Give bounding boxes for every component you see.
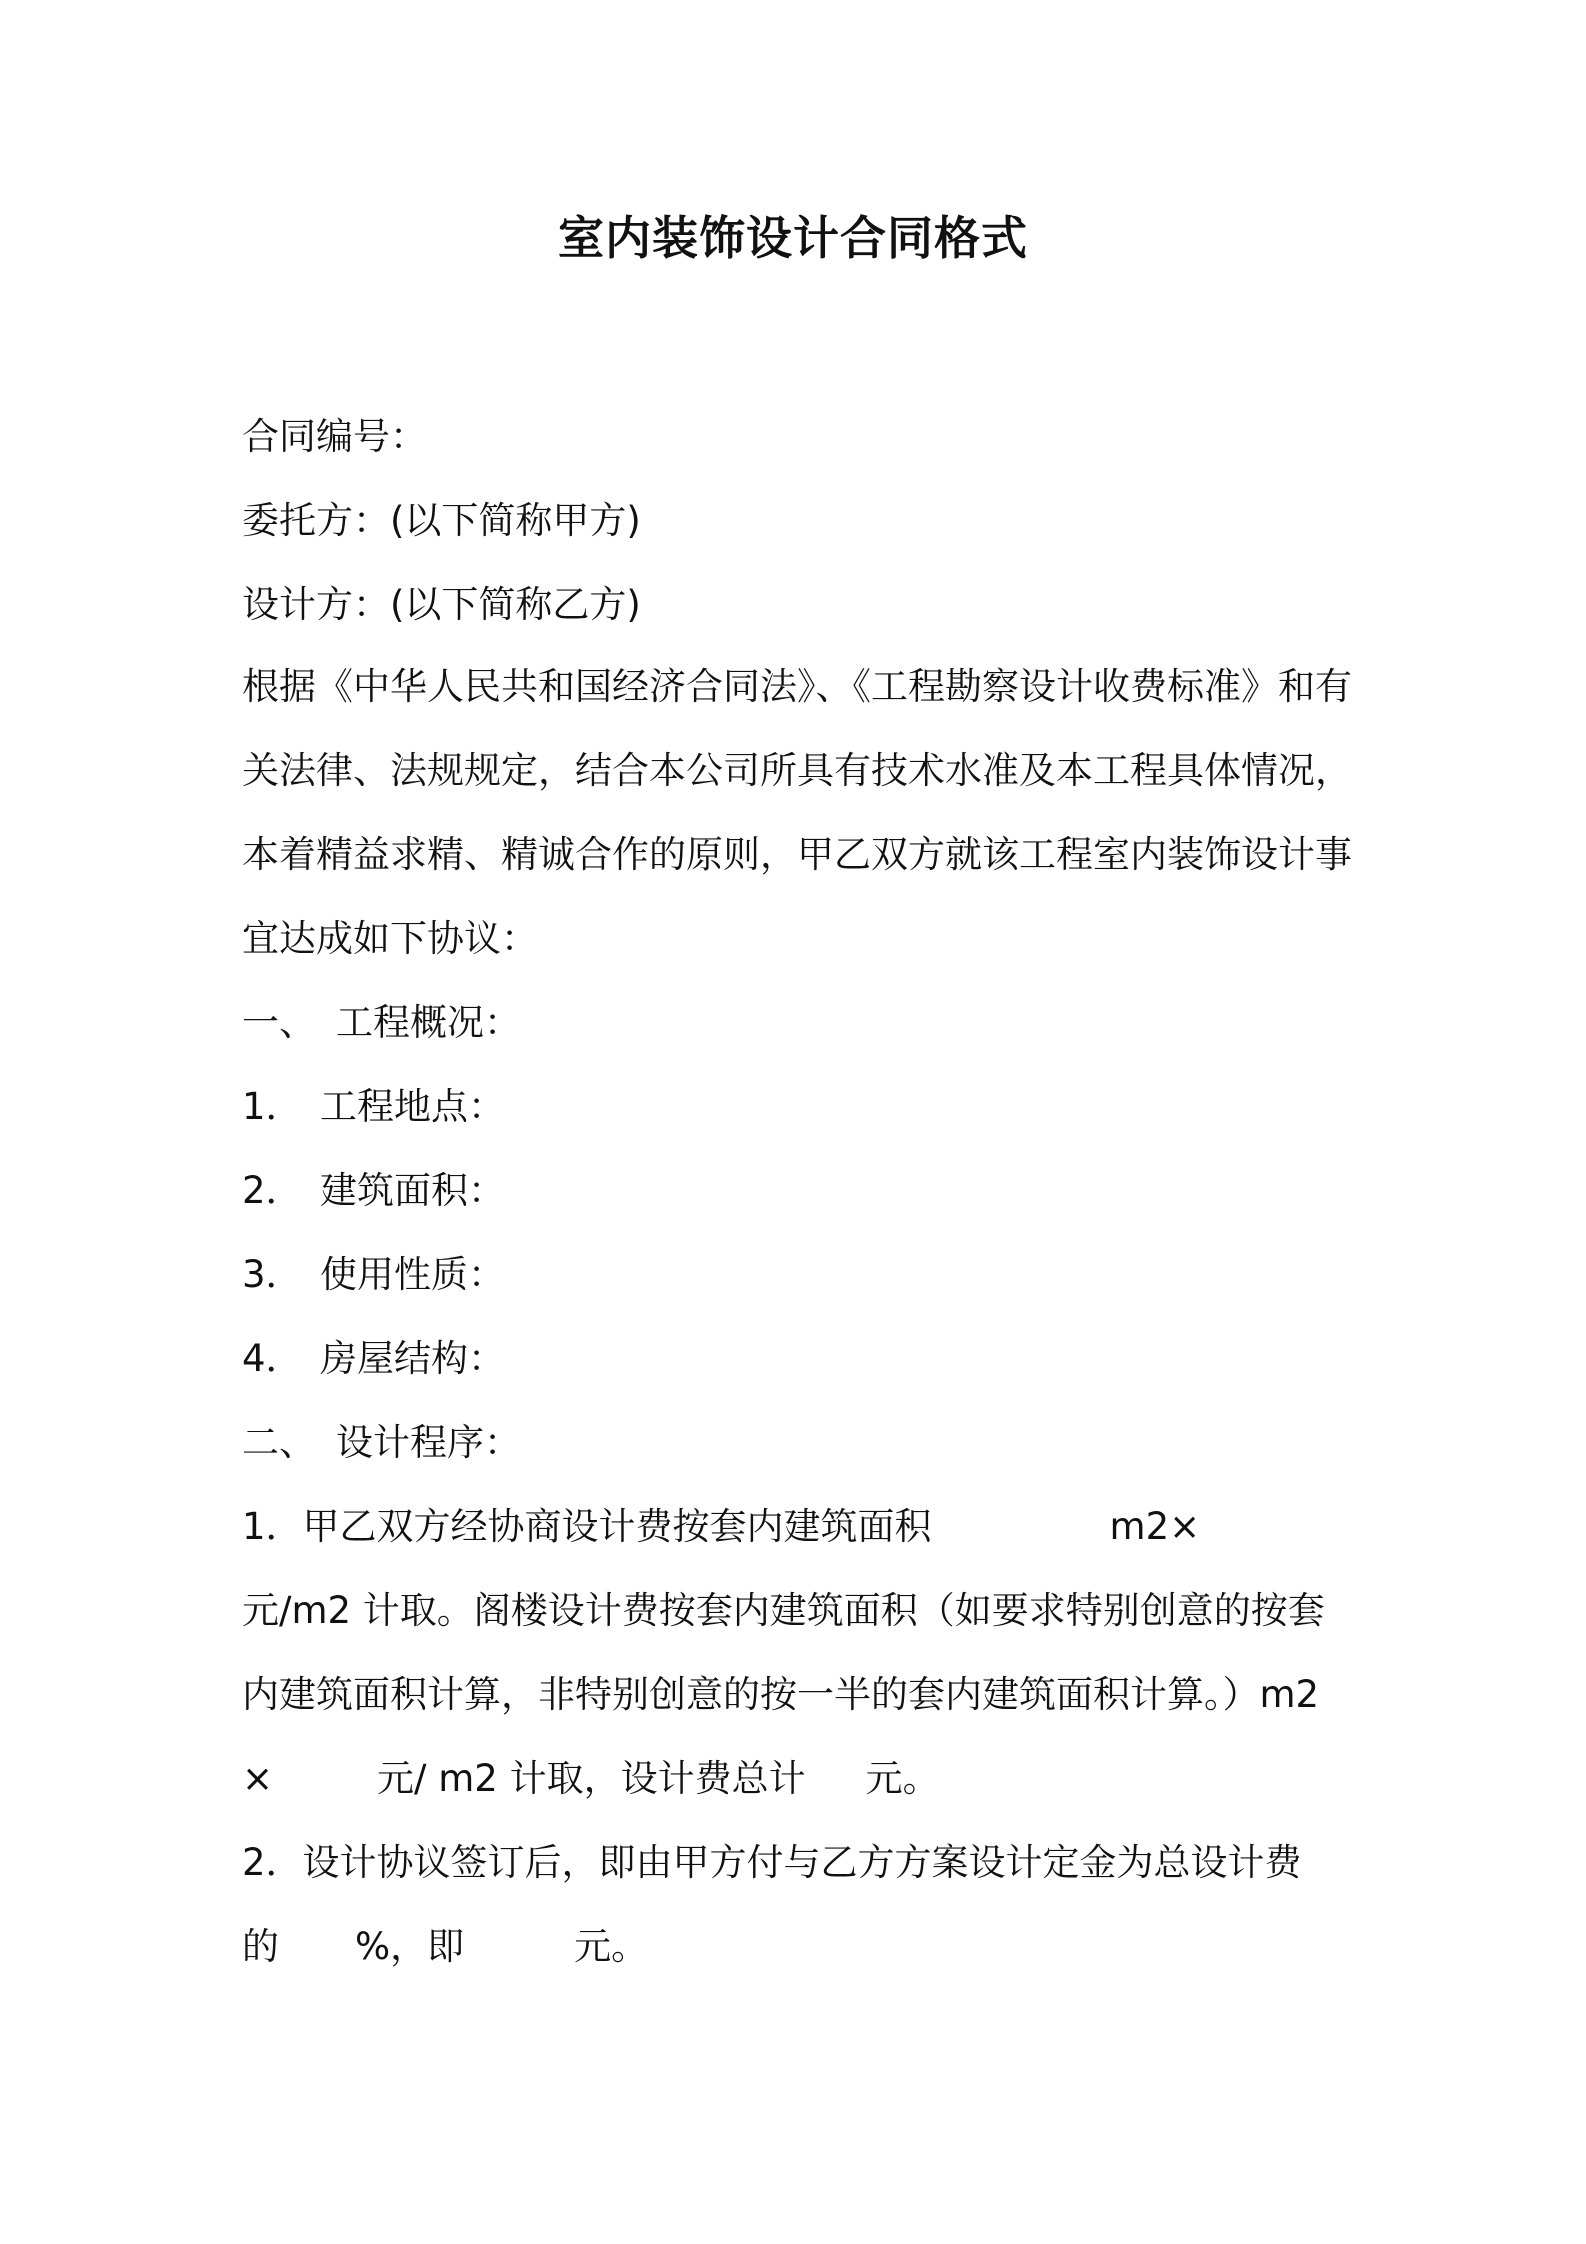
designer-party-field: 设计方：(以下简称乙方) — [242, 583, 641, 626]
section-2-number: 二、 — [242, 1421, 316, 1464]
item-label: 使用性质： — [320, 1253, 505, 1296]
intro-line-2: 关法律、法规规定，结合本公司所具有技术水准及本工程具体情况， — [242, 749, 1352, 792]
item-label: 工程地点： — [320, 1085, 505, 1128]
clause-2-text: 的 — [242, 1925, 279, 1968]
document-title: 室内装饰设计合同格式 — [558, 211, 1028, 265]
item-label: 建筑面积： — [320, 1169, 505, 1212]
item-number: 1． — [242, 1085, 303, 1128]
item-number: 2． — [242, 1169, 303, 1212]
item-number: 4． — [242, 1337, 303, 1380]
section-1-heading — [242, 998, 521, 1048]
clause-1-line-2: 元/m2 计取。阁楼设计费按套内建筑面积（如要求特别创意的按套 — [242, 1589, 1325, 1632]
section-1-title: 工程概况： — [336, 1001, 521, 1044]
item-number: 3． — [242, 1253, 303, 1296]
section-1-item — [242, 1250, 505, 1300]
intro-line-3: 本着精益求精、精诚合作的原则，甲乙双方就该工程室内装饰设计事 — [242, 833, 1352, 876]
clause-1-multiply: × — [242, 1757, 274, 1800]
clause-2-line-1: 2．设计协议签订后，即由甲方付与乙方方案设计定金为总设计费 — [242, 1841, 1302, 1884]
contract-number-field: 合同编号： — [242, 415, 427, 458]
clause-2-line-2 — [242, 1922, 648, 1972]
intro-line-1: 根据《中华人民共和国经济合同法》、《工程勘察设计收费标准》和有 — [242, 665, 1352, 708]
clause-1-line-1 — [242, 1502, 1200, 1552]
clause-2-currency: 元。 — [574, 1925, 649, 1968]
section-2-title: 设计程序： — [336, 1421, 521, 1464]
item-label: 房屋结构： — [320, 1337, 505, 1380]
section-1-number: 一、 — [242, 1001, 316, 1044]
clause-1-text: 元/ m2 计取，设计费总计 — [377, 1757, 806, 1800]
clause-1-line-4 — [242, 1754, 940, 1804]
section-1-item — [242, 1082, 505, 1132]
clause-1-line-3: 内建筑面积计算，非特别创意的按一半的套内建筑面积计算。）m2 — [242, 1673, 1320, 1716]
client-party-field: 委托方：(以下简称甲方) — [242, 499, 641, 542]
section-1-item — [242, 1166, 505, 1216]
clause-2-percent: %，即 — [355, 1925, 465, 1968]
clause-1-currency: 元。 — [865, 1757, 940, 1800]
clause-1-text: 1．甲乙双方经协商设计费按套内建筑面积 — [242, 1505, 932, 1548]
section-1-item — [242, 1334, 505, 1384]
section-2-heading — [242, 1418, 521, 1468]
intro-line-4: 宜达成如下协议： — [242, 917, 538, 960]
clause-1-unit: m2× — [1109, 1505, 1201, 1548]
